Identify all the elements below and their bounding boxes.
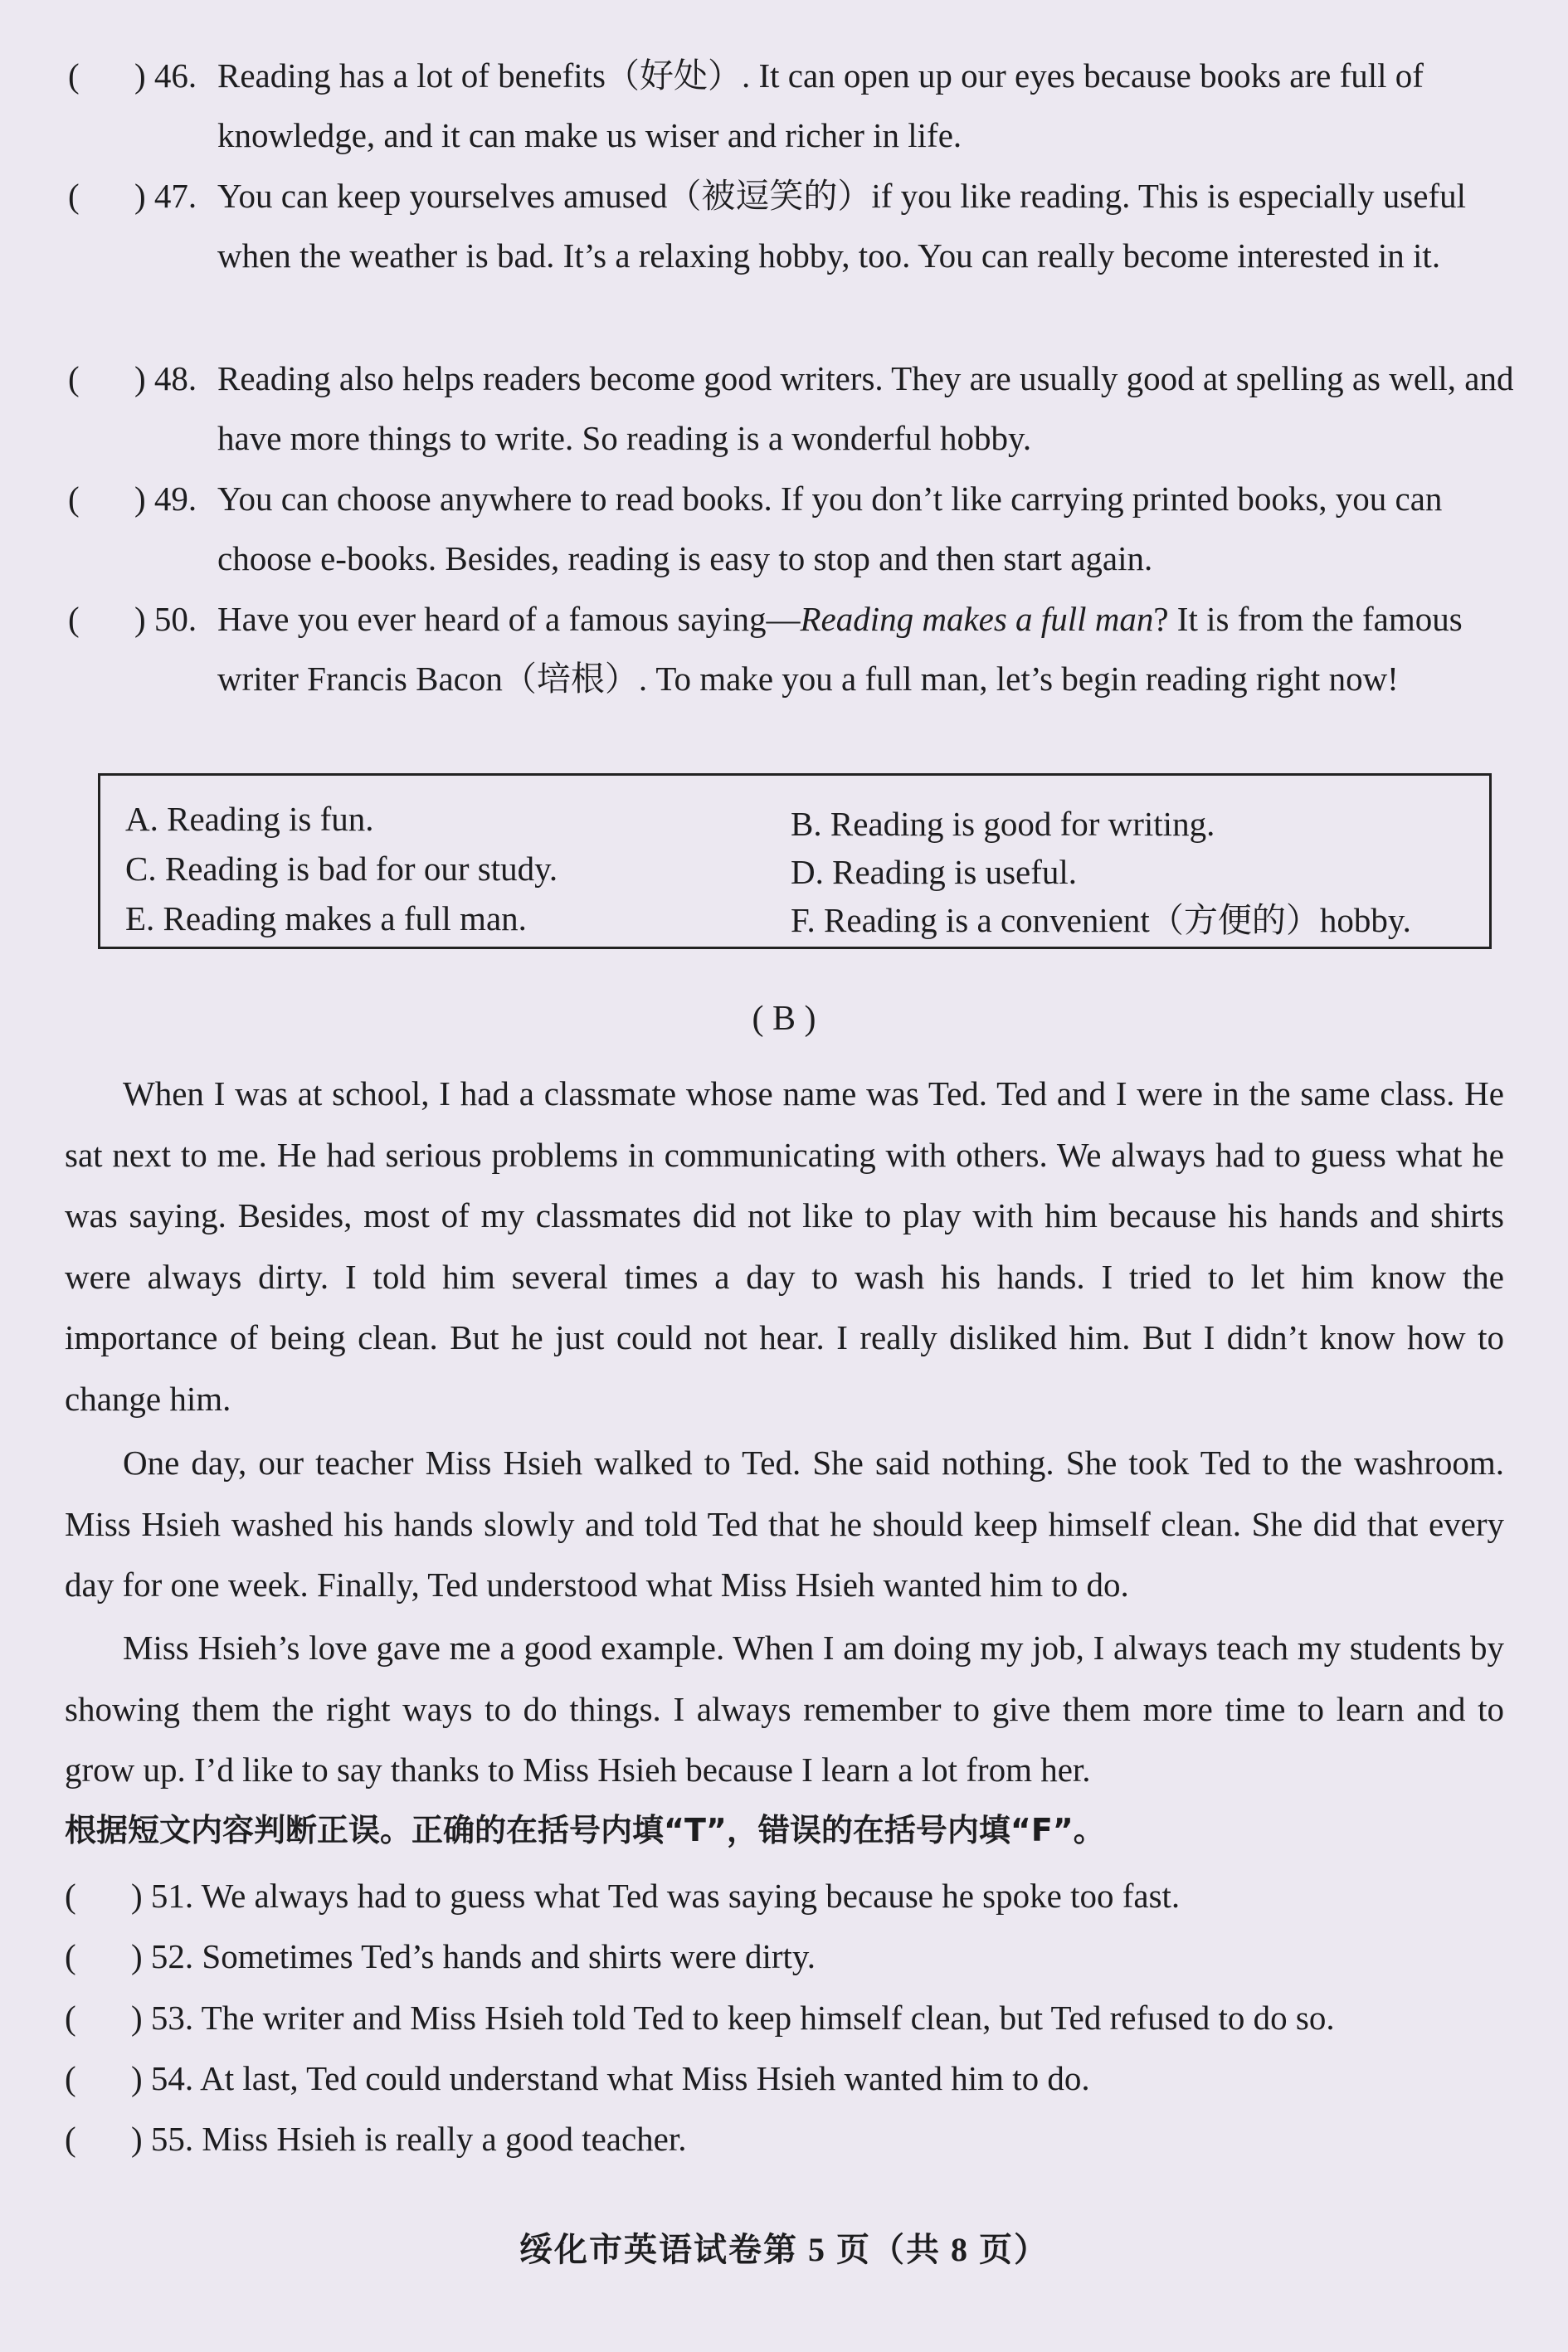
- question-number: ) 55. Miss Hsieh is really a good teacher.: [131, 2120, 687, 2158]
- question-number: ) 49.: [134, 480, 197, 518]
- answer-blank[interactable]: (: [68, 56, 80, 95]
- question-number: ) 50.: [134, 600, 197, 638]
- answer-blank[interactable]: (: [65, 1999, 76, 2037]
- question-number: ) 54. At last, Ted could understand what Miss Hsieh wanted him to do.: [131, 2059, 1090, 2097]
- option-d: D. Reading is useful.: [791, 853, 1078, 891]
- page-footer: 绥化市英语试卷第 5 页（共 8 页）: [519, 2231, 1049, 2268]
- answer-blank[interactable]: (: [65, 1877, 76, 1915]
- answer-blank[interactable]: (: [65, 1937, 76, 1975]
- option-b: B. Reading is good for writing.: [791, 805, 1215, 843]
- option-c: C. Reading is bad for our study.: [125, 850, 558, 888]
- instruction-text: 根据短文内容判断正误。正确的在括号内填“T”，错误的在括号内填“F”。: [65, 1812, 1105, 1848]
- options-box: [98, 773, 1492, 949]
- question-47: [68, 166, 1520, 285]
- question-text: Reading also helps readers become good writers. They are usually good at spelling as well, and have more things to write. So reading is a wonderful hobby.: [217, 359, 1514, 457]
- question-number: ) 53. The writer and Miss Hsieh told Ted to keep himself clean, but Ted refused to do so.: [131, 1999, 1335, 2037]
- question-number: ) 51. We always had to guess what Ted was saying because he spoke too fast.: [131, 1877, 1181, 1915]
- question-50: [68, 589, 1520, 709]
- passage-paragraph-1: When I was at school, I had a classmate whose name was Ted. Ted and I were in the same class. He sat next to me. He had serious problems in communicating with others. We always had to guess what he was saying. Besides, most of my classmates did not like to play with him because his hands and shirts were always dirty. I told him several times a day to wash his hands. I tried to let him know the importance of being clean. But he just could not hear. I really disliked him. But I didn’t know how to change him.: [65, 1074, 1504, 1418]
- question-text: Reading has a lot of benefits（好处）. It can open up our eyes because books are full of knowledge, and it can make us wiser and richer in life.: [217, 56, 1424, 154]
- question-number: ) 52. Sometimes Ted’s hands and shirts were dirty.: [131, 1937, 816, 1975]
- section-heading: ( B ): [752, 1000, 816, 1038]
- answer-blank[interactable]: (: [68, 600, 80, 638]
- question-text: You can keep yourselves amused（被逗笑的）if you like reading. This is especially useful when the weather is bad. It’s a relaxing hobby, too. You can really become interested in it.: [217, 177, 1466, 275]
- famous-saying: Reading makes a full man: [800, 600, 1154, 638]
- question-49: [68, 469, 1520, 588]
- question-number: ) 46.: [134, 56, 197, 95]
- passage-paragraph-2: One day, our teacher Miss Hsieh walked to Ted. She said nothing. She took Ted to the washroom. Miss Hsieh washed his hands slowly and told Ted that he should keep himself clean. She did that every day for one week. Finally, Ted understood what Miss Hsieh wanted him to do.: [65, 1444, 1504, 1604]
- option-a: A. Reading is fun.: [125, 800, 374, 838]
- answer-blank[interactable]: (: [68, 480, 80, 518]
- answer-blank[interactable]: (: [65, 2059, 76, 2097]
- question-number: ) 47.: [134, 177, 197, 215]
- answer-blank[interactable]: (: [68, 359, 80, 397]
- answer-blank[interactable]: (: [68, 177, 80, 215]
- answer-blank[interactable]: (: [65, 2120, 76, 2158]
- passage-paragraph-3: Miss Hsieh’s love gave me a good example. When I am doing my job, I always teach my students by showing them the right ways to do things. I always remember to give them more time to learn and to grow up. I’d like to say thanks to Miss Hsieh because I learn a lot from her.: [65, 1629, 1504, 1789]
- question-text: Have you ever heard of a famous saying—Reading makes a full man? It is from the famous writer Francis Bacon（培根）. To make you a full man, let’s begin reading right now!: [217, 600, 1463, 698]
- question-number: ) 48.: [134, 359, 197, 397]
- question-46: [68, 46, 1520, 165]
- question-48: [68, 348, 1520, 468]
- question-text: You can choose anywhere to read books. If you don’t like carrying printed books, you can choose e-books. Besides, reading is easy to stop and then start again.: [217, 480, 1443, 577]
- option-f: F. Reading is a convenient（方便的）hobby.: [791, 901, 1411, 939]
- option-e: E. Reading makes a full man.: [125, 899, 527, 937]
